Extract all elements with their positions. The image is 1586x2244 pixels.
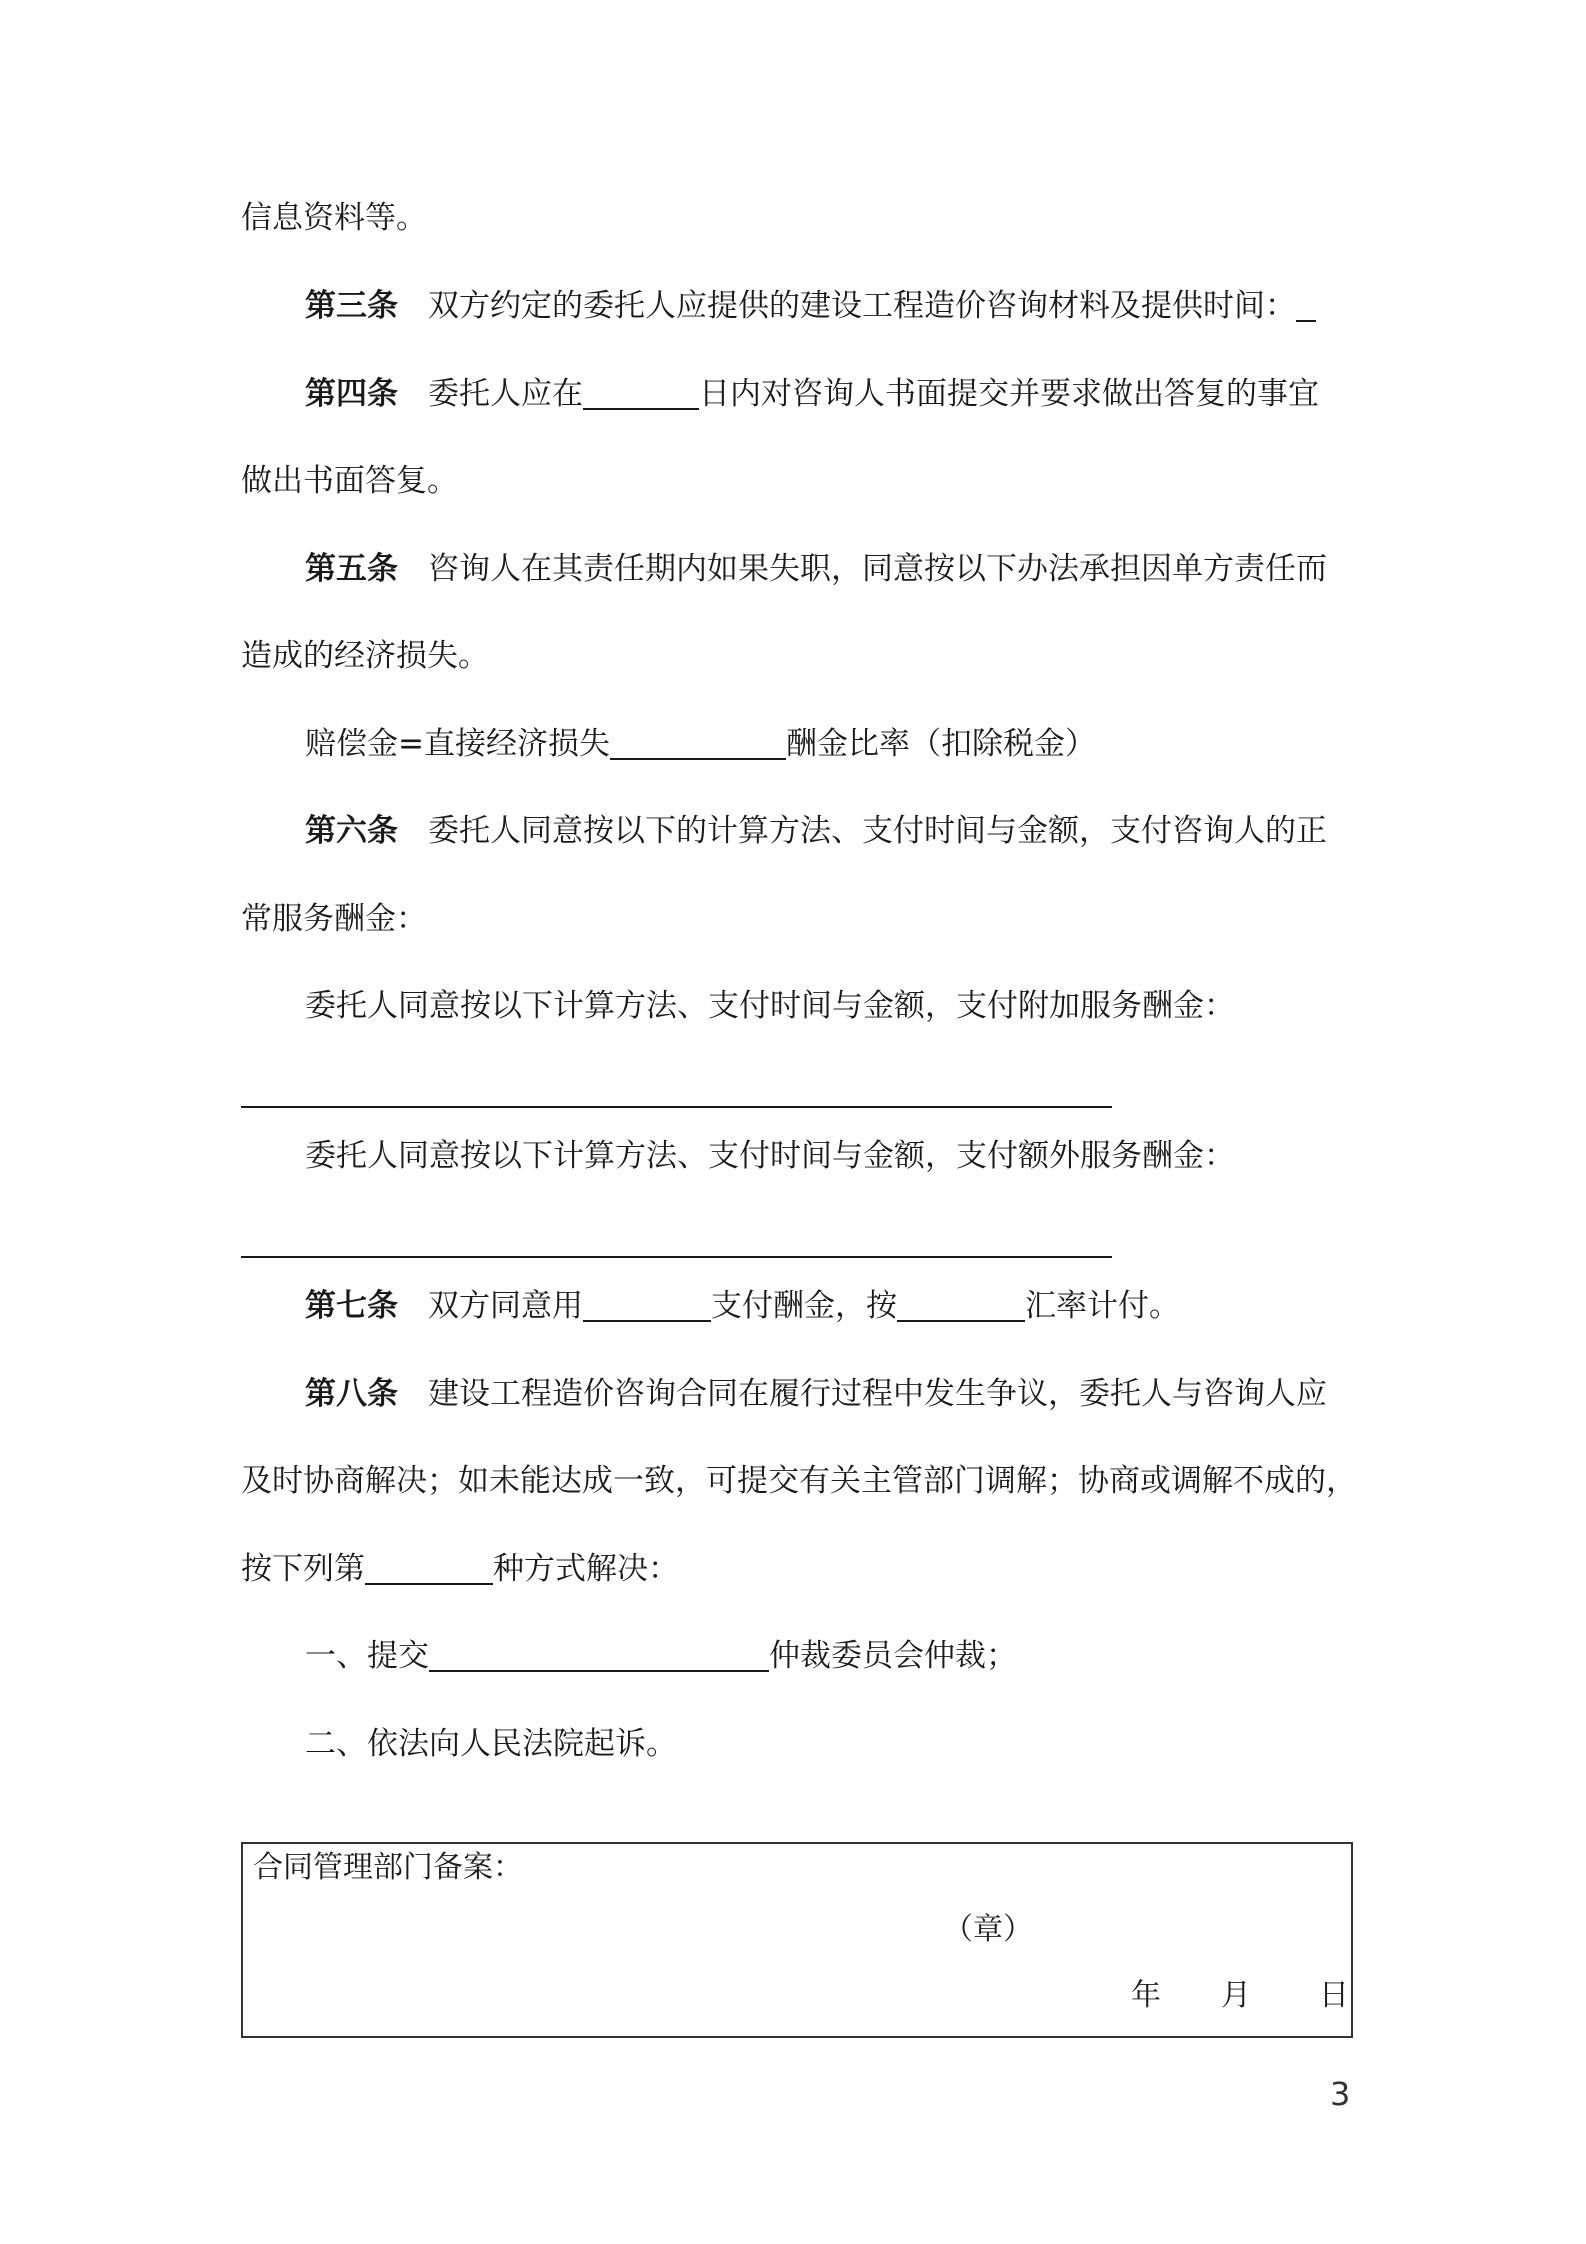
date-day: 日 — [1319, 1978, 1349, 2013]
date-year: 年 — [1131, 1978, 1161, 2013]
days-blank[interactable] — [583, 374, 699, 410]
article-8-continued-2: 按下列第 种方式解决： — [241, 1551, 679, 1587]
article-5: 第五条 咨询人在其责任期内如果失职，同意按以下办法承担因单方责任而 — [305, 551, 1327, 587]
additional-fee-blank[interactable] — [241, 1106, 1112, 1108]
article-label: 第七条 — [305, 1288, 398, 1324]
article-8-continued-1: 及时协商解决；如未能达成一致，可提交有关主管部门调解；协商或调解不成的， — [241, 1463, 1357, 1499]
article-label: 第三条 — [305, 288, 398, 324]
article-6: 第六条 委托人同意按以下的计算方法、支付时间与金额，支付咨询人的正 — [305, 813, 1327, 849]
article-4: 第四条 委托人应在 日内对咨询人书面提交并要求做出答复的事宜 — [305, 376, 1319, 412]
method-blank[interactable] — [365, 1549, 493, 1585]
filing-box-title: 合同管理部门备案： — [253, 1850, 523, 1885]
extra-fee-blank[interactable] — [241, 1256, 1112, 1258]
currency-blank[interactable] — [583, 1286, 711, 1322]
option-litigation: 二、依法向人民法院起诉。 — [305, 1726, 677, 1762]
exchange-rate-blank[interactable] — [897, 1286, 1025, 1322]
article-3 — [305, 284, 1586, 328]
seal-placeholder: （章） — [943, 1912, 1033, 1947]
option-arbitration: 一、提交 仲裁委员会仲裁； — [305, 1638, 1017, 1674]
page-number: 3 — [1330, 2075, 1351, 2113]
article-6-continued: 常服务酬金： — [241, 901, 427, 937]
additional-service-fee: 委托人同意按以下计算方法、支付时间与金额，支付附加服务酬金： — [305, 988, 1235, 1024]
article-label: 第五条 — [305, 551, 398, 587]
article-5-continued: 造成的经济损失。 — [241, 638, 489, 674]
article-8: 第八条 建设工程造价咨询合同在履行过程中发生争议，委托人与咨询人应 — [305, 1376, 1327, 1412]
arbitration-committee-blank[interactable] — [429, 1636, 769, 1672]
date-month: 月 — [1221, 1978, 1251, 2013]
article-7: 第七条 双方同意用 支付酬金，按 汇率计付。 — [305, 1288, 1180, 1324]
extra-service-fee: 委托人同意按以下计算方法、支付时间与金额，支付额外服务酬金： — [305, 1138, 1235, 1174]
filing-box — [241, 1842, 1353, 2038]
fill-blank[interactable] — [1296, 286, 1316, 322]
article-label: 第八条 — [305, 1376, 398, 1412]
article-label: 第六条 — [305, 813, 398, 849]
article-4-continued: 做出书面答复。 — [241, 463, 458, 499]
compensation-formula: 赔偿金=直接经济损失 酬金比率（扣除税金） — [305, 726, 1096, 762]
operator-blank[interactable] — [610, 724, 786, 760]
paragraph-continued: 信息资料等。 — [241, 200, 427, 236]
article-text: 双方约定的委托人应提供的建设工程造价咨询材料及提供时间： — [428, 288, 1296, 324]
article-label: 第四条 — [305, 376, 398, 412]
